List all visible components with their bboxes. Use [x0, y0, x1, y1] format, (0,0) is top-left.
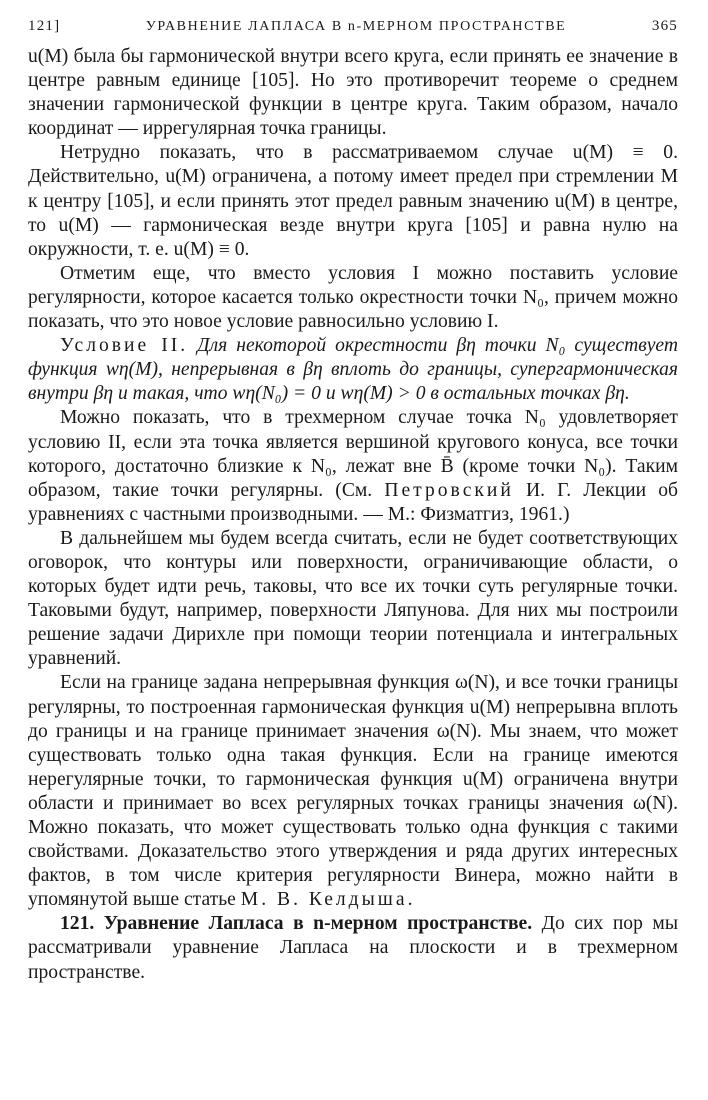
paragraph-7-author: М. В. Келдыша.: [240, 889, 416, 911]
paragraph-3: Отметим еще, что вместо условия I можно поставить условие регулярности, которое касается только окрестности точки N₀, причем можно показать, что это новое условие равносильно условию I.: [28, 262, 678, 333]
paragraph-section-121: [28, 912, 678, 984]
page-number: 365: [651, 18, 678, 34]
running-title: УРАВНЕНИЕ ЛАПЛАСА В n-МЕРНОМ ПРОСТРАНСТВЕ: [145, 19, 567, 34]
condition-label: Условие II.: [60, 335, 189, 357]
paragraph-1: u(M) была бы гармонической внутри всего круга, если принять ее значение в центре равным единице [105]. Но это противоречит теореме о среднем значении гармонической функции в центре круга. Таким образом, начало координат — иррегулярная точка границы.: [28, 46, 678, 140]
paragraph-6: В дальнейшем мы будем всегда считать, если не будет соответствующих оговорок, что контуры или поверхности, ограничивающие области, о которых будет идти речь, таковы, что все их точки суть регулярные точки. Таковыми будут, например, поверхности Ляпунова. Для них мы построили решение задачи Дирихле при помощи теории потенциала и интегральных уравнений.: [28, 527, 678, 670]
running-header: [28, 18, 678, 35]
citation-author: Петровский: [384, 479, 514, 501]
section-number: 121]: [28, 18, 61, 34]
paragraph-condition-2: [28, 334, 678, 406]
paragraph-2: Нетрудно показать, что в рассматриваемом случае u(M) ≡ 0. Действительно, u(M) ограничена, а потому имеет предел при стремлении M к центру [105], и если принять этот предел равным значению u(M) в центре, то u(M) — гармоническая везде внутри круга [105] и равна нулю на окружности, т. е. u(M) ≡ 0.: [28, 142, 678, 260]
page-body: [28, 45, 678, 985]
section-heading: 121. Уравнение Лапласа в n-мерном пространстве.: [60, 913, 533, 935]
citation-open: (См.: [335, 479, 373, 501]
condition-text: Для некоторой окрестности βη точки N₀ существует функция wη(M), непрерывная в βη вплоть до границы, супергармоническая внутри βη и такая, что wη(N₀) = 0 и wη(M) > 0 в остальных точках βη.: [28, 335, 679, 405]
section-text: До сих пор мы рассматривали уравнение Лапласа на плоскости и в трехмерном пространстве.: [28, 913, 678, 983]
citation-rest: И. Г. Лекции об уравнениях с частными производными. — М.: Физматгиз, 1961.): [28, 479, 678, 525]
paragraph-5: [28, 406, 678, 526]
paragraph-7: [28, 671, 678, 912]
paragraph-5-text: Можно показать, что в трехмерном случае точка N₀ удовлетворяет условию II, если эта точка является вершиной кругового конуса, все точки которого, достаточно близкие к N₀, лежат вне B̄ (кроме точки N₀). Таким образом, такие точки регулярны.: [28, 407, 678, 501]
paragraph-7-text: Если на границе задана непрерывная функция ω(N), и все точки границы регулярны, то построенная гармоническая функция u(M) непрерывна вплоть до границы и на границе принимает значения ω(N). Мы знаем, что может существовать только одна такая функция. Если на границе имеются нерегулярные точки, то гармоническая функция u(M) ограничена внутри области и принимает во всех регулярных точках границы значения ω(N). Можно показать, что может существовать только одна функция с такими свойствами. Доказательство этого утверждения и ряда других интересных фактов, в том числе критерия регулярности Винера, можно найти в упомянутой выше статье: [28, 672, 678, 911]
